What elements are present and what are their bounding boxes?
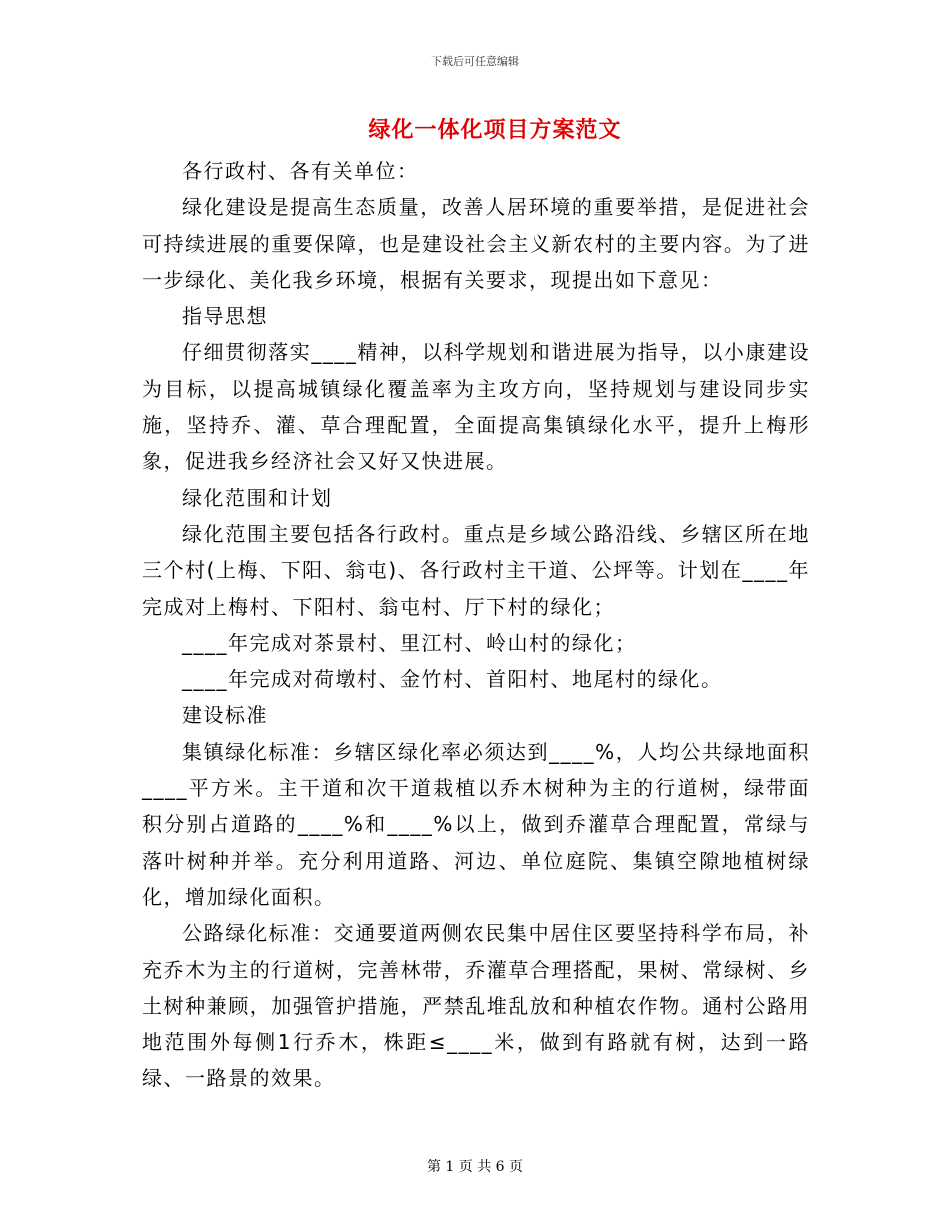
page-footer: 第 1 页 共 6 页 [426,1159,524,1175]
header-note: 下载后可任意编辑 [431,55,519,68]
town-greening-standard-paragraph: 集镇绿化标准：乡辖区绿化率必须达到____%，人均公共绿地面积____平方米。主干道和次干道栽植以乔木树种为主的行道树，绿带面积分别占道路的____%和____%以上，做到乔灌草合理配置，常绿与落叶树种并举。充分利用道路、河边、单位庭院、集镇空隙地植树绿化，增加绿化面积。 [142,739,810,909]
document-body [142,153,810,1097]
intro-paragraph: 绿化建设是提高生态质量，改善人居环境的重要举措，是促进社会可持续进展的重要保障，也是建设社会主义新农村的主要内容。为了进一步绿化、美化我乡环境，根据有关要求，现提出如下意见： [142,195,810,292]
plan-item-2: ____年完成对茶景村、里江村、岭山村的绿化； [182,630,637,655]
plan-item-3: ____年完成对荷墩村、金竹村、首阳村、地尾村的绿化。 [182,667,723,692]
section-heading-standards: 建设标准 [182,703,268,728]
section-heading-guiding-ideology: 指导思想 [182,304,268,329]
section-heading-scope-and-plan: 绿化范围和计划 [182,485,333,510]
salutation: 各行政村、各有关单位： [182,159,419,183]
document-title: 绿化一体化项目方案范文 [368,118,622,143]
guiding-ideology-paragraph: 仔细贯彻落实____精神，以科学规划和谐进展为指导，以小康建设为目标，以提高城镇绿化覆盖率为主攻方向，坚持规划与建设同步实施，坚持乔、灌、草合理配置，全面提高集镇绿化水平，提升上梅形象，促进我乡经济社会又好又快进展。 [142,340,810,474]
road-greening-standard-paragraph: 公路绿化标准：交通要道两侧农民集中居住区要坚持科学布局，补充乔木为主的行道树，完善林带，乔灌草合理搭配，果树、常绿树、乡土树种兼顾，加强管护措施，严禁乱堆乱放和种植农作物。通村公路用地范围外每侧1行乔木，株距≤____米，做到有路就有树，达到一路绿、一路景的效果。 [142,921,810,1091]
scope-paragraph: 绿化范围主要包括各行政村。重点是乡域公路沿线、乡辖区所在地三个村(上梅、下阳、翁屯)、各行政村主干道、公坪等。计划在____年完成对上梅村、下阳村、翁屯村、厅下村的绿化； [142,521,810,619]
